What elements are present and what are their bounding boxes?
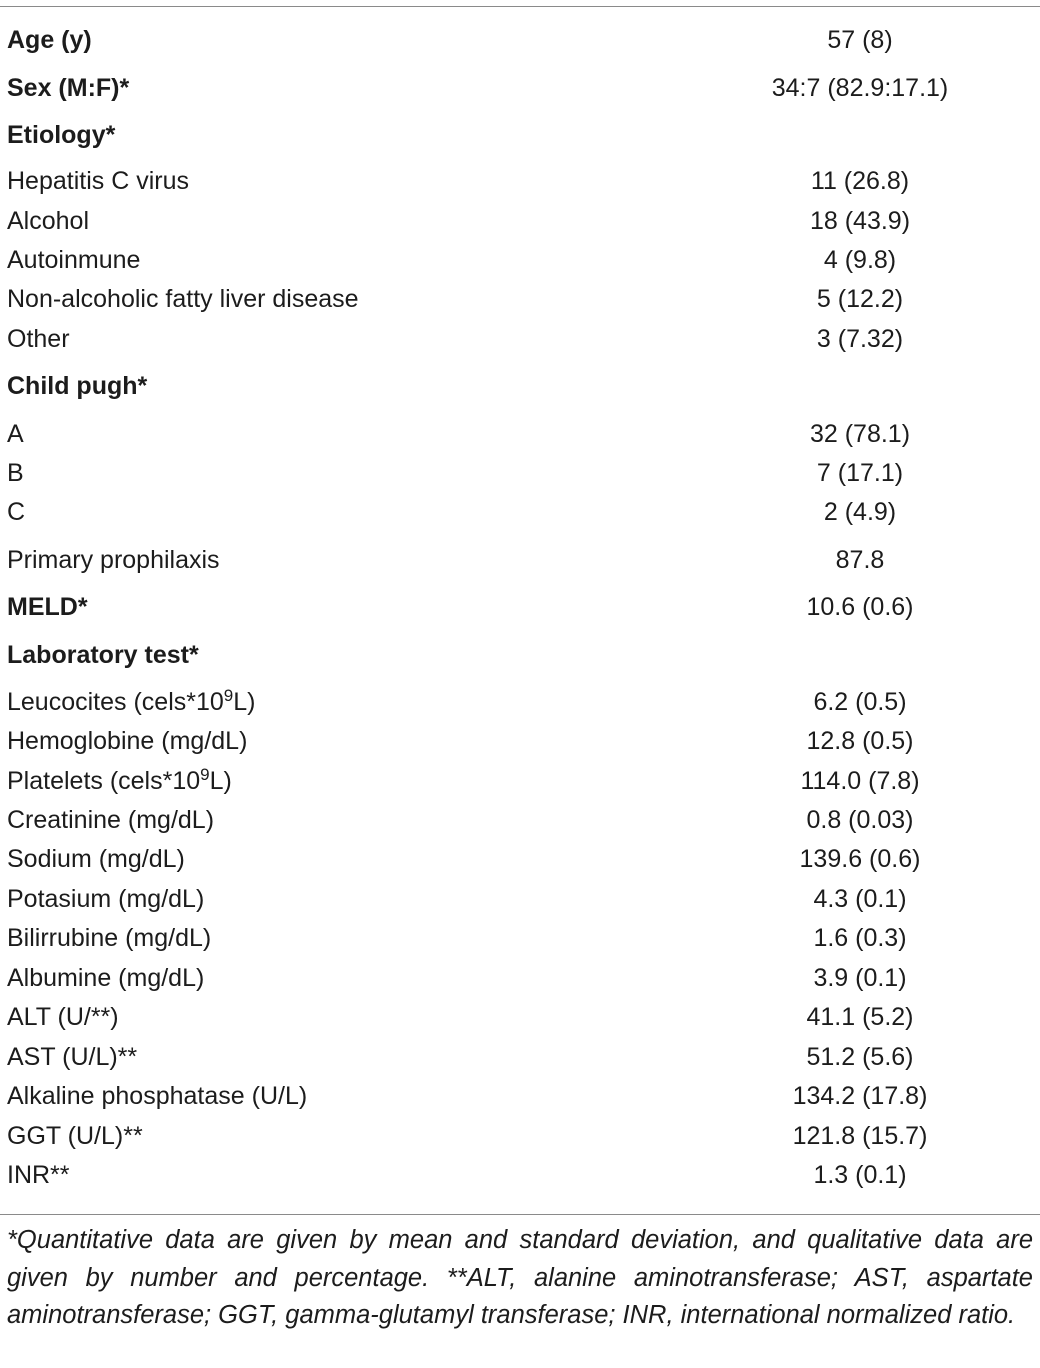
row-value: 11 (26.8) <box>810 167 910 195</box>
row-label: C <box>7 498 26 526</box>
label-text: L) <box>233 688 256 716</box>
superscript: 9 <box>200 765 210 784</box>
row-value: 41.1 (5.2) <box>806 1003 914 1031</box>
row-value: 12.8 (0.5) <box>806 727 914 755</box>
row-value: 3.9 (0.1) <box>813 964 907 992</box>
row-value: 7 (17.1) <box>816 459 904 487</box>
row-label: Creatinine (mg/dL) <box>7 806 215 834</box>
row-label: Non-alcoholic fatty liver disease <box>7 285 359 313</box>
row-value: 18 (43.9) <box>809 207 911 235</box>
section-header: Etiology* <box>7 121 116 149</box>
table-footnote: *Quantitative data are given by mean and standard deviation, and qualitative data are given by number and percentage. **ALT, alanine aminotransferase; AST, aspartate aminotransferase; GGT, gamma-glutamyl transferase; INR, international normalized ratio. <box>7 1226 1033 1329</box>
row-label: ALT (U/**) <box>7 1003 119 1031</box>
row-label <box>7 688 256 717</box>
row-value: 1.6 (0.3) <box>813 924 907 952</box>
row-label: B <box>7 459 24 487</box>
row-label: Alkaline phosphatase (U/L) <box>7 1082 308 1110</box>
row-value: 51.2 (5.6) <box>806 1043 914 1071</box>
row-label: Bilirrubine (mg/dL) <box>7 924 212 952</box>
row-value: 34:7 (82.9:17.1) <box>771 74 949 102</box>
row-label: Primary prophilaxis <box>7 546 220 574</box>
row-label: Albumine (mg/dL) <box>7 964 205 992</box>
label-text: Leucocites (cels*10 <box>7 688 224 716</box>
row-value: 5 (12.2) <box>816 285 904 313</box>
row-label: GGT (U/L)** <box>7 1122 143 1150</box>
row-label: INR** <box>7 1161 70 1189</box>
table-top-rule <box>0 6 1040 7</box>
row-value: 139.6 (0.6) <box>799 845 921 873</box>
row-value: 134.2 (17.8) <box>792 1082 928 1110</box>
row-value: 2 (4.9) <box>823 498 897 526</box>
row-value: 121.8 (15.7) <box>792 1122 928 1150</box>
row-value: 4 (9.8) <box>823 246 897 274</box>
row-label: Sex (M:F)* <box>7 74 130 102</box>
row-value: 1.3 (0.1) <box>813 1161 907 1189</box>
row-value: 114.0 (7.8) <box>800 767 920 795</box>
row-label: Alcohol <box>7 207 89 235</box>
row-label: Potasium (mg/dL) <box>7 885 205 913</box>
label-text: L) <box>209 767 232 795</box>
section-header: Child pugh* <box>7 372 148 400</box>
row-value: 32 (78.1) <box>809 420 911 448</box>
row-label <box>7 767 232 796</box>
row-label: Sodium (mg/dL) <box>7 845 185 873</box>
row-value: 6.2 (0.5) <box>813 688 907 716</box>
row-label: A <box>7 420 24 448</box>
row-label: Other <box>7 325 70 353</box>
row-value: 57 (8) <box>827 26 893 54</box>
row-value: 4.3 (0.1) <box>813 885 907 913</box>
row-label: Hepatitis C virus <box>7 167 189 195</box>
superscript: 9 <box>223 686 234 705</box>
row-label: MELD* <box>7 593 88 621</box>
row-value: 10.6 (0.6) <box>806 593 914 621</box>
row-value: 0.8 (0.03) <box>806 806 914 834</box>
section-header: Laboratory test* <box>7 641 199 669</box>
row-value: 3 (7.32) <box>816 325 904 353</box>
row-label: Age (y) <box>7 26 92 54</box>
row-label: Autoinmune <box>7 246 141 274</box>
row-value: 87.8 <box>835 546 885 574</box>
row-label: AST (U/L)** <box>7 1043 138 1071</box>
row-label: Hemoglobine (mg/dL) <box>7 727 248 755</box>
table-bottom-rule <box>0 1214 1040 1215</box>
label-text: Platelets (cels*10 <box>7 767 201 795</box>
